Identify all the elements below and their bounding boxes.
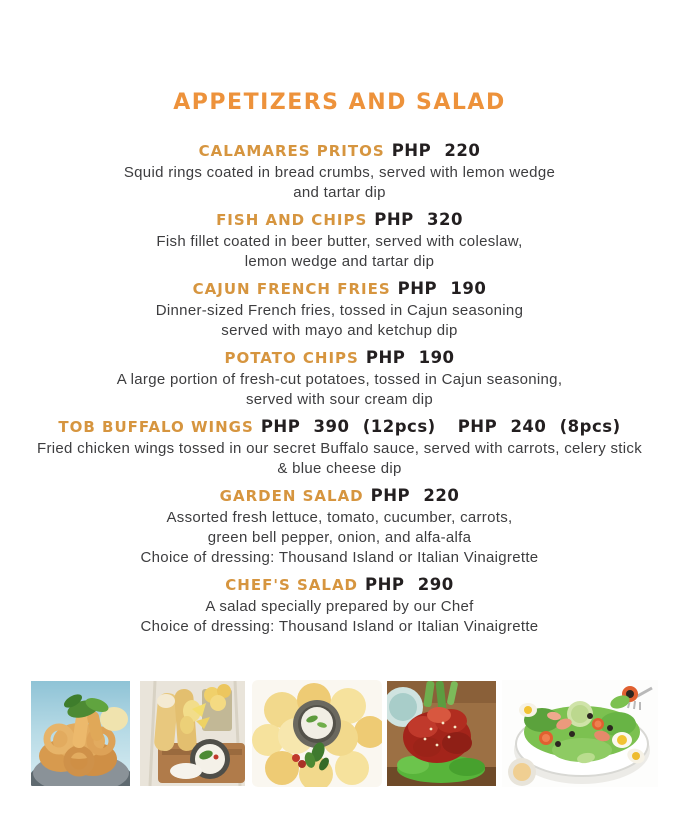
item-description-line: lemon wedge and tartar dip <box>244 253 435 270</box>
menu-item-potato-chips <box>0 347 679 410</box>
calamares-photo-illustration <box>31 681 130 786</box>
salad-photo-illustration <box>502 680 658 787</box>
item-description-line: Assorted fresh lettuce, tomato, cucumber, carrots, <box>166 509 513 526</box>
item-description-line: Dinner-sized French fries, tossed in Cajun seasoning <box>155 302 524 319</box>
item-price: PHP 290 <box>365 575 454 594</box>
item-header <box>0 278 679 301</box>
item-price-8pcs: PHP 240 (8pcs) <box>457 417 621 436</box>
item-description-line: served with sour cream dip <box>245 391 434 408</box>
menu-item-cajun-french-fries <box>0 278 679 341</box>
item-name: POTATO CHIPS <box>224 349 359 367</box>
menu-item-garden-salad <box>0 485 679 568</box>
item-price: PHP 220 <box>370 486 460 505</box>
item-description-line: A large portion of fresh-cut potatoes, tossed in Cajun seasoning, <box>116 371 563 388</box>
item-header <box>0 416 679 439</box>
item-name: CALAMARES PRITOS <box>198 142 385 160</box>
item-description-line: A salad specially prepared by our Chef <box>205 598 474 615</box>
buffalo-wings-photo <box>387 681 496 786</box>
item-header <box>0 140 679 163</box>
menu-item-fish-and-chips <box>0 209 679 272</box>
item-price-12pcs: PHP 390 (12pcs) <box>260 417 436 436</box>
buffalo-wings-photo-illustration <box>387 681 496 786</box>
item-price: PHP 190 <box>365 348 455 367</box>
item-price: PHP 220 <box>391 141 481 160</box>
item-description-line: served with mayo and ketchup dip <box>221 322 458 339</box>
food-photo-row <box>31 681 679 787</box>
item-description-line: Choice of dressing: Thousand Island or Italian Vinaigrette <box>140 618 539 635</box>
item-header <box>0 574 679 597</box>
item-header <box>0 347 679 370</box>
item-description-line: & blue cheese dip <box>277 460 402 477</box>
item-price: PHP 190 <box>397 279 487 298</box>
item-price: PHP 320 <box>374 210 463 229</box>
item-description-line: Fish fillet coated in beer butter, served with coleslaw, <box>156 233 523 250</box>
calamares-photo <box>31 681 130 786</box>
menu-item-calamares-pritos <box>0 140 679 203</box>
item-header <box>0 209 679 232</box>
fish-and-chips-photo-illustration <box>140 681 245 786</box>
page-title: APPETIZERS AND SALAD <box>173 90 506 115</box>
salad-photo <box>502 680 658 787</box>
item-description-line: and tartar dip <box>293 184 386 201</box>
item-name: FISH AND CHIPS <box>216 211 368 229</box>
item-name: TOB BUFFALO WINGS <box>58 418 254 436</box>
item-name: CAJUN FRENCH FRIES <box>192 280 391 298</box>
potato-chips-photo <box>252 680 382 787</box>
item-description-line: Squid rings coated in bread crumbs, served with lemon wedge <box>123 164 556 181</box>
item-header <box>0 485 679 508</box>
item-description-line: green bell pepper, onion, and alfa-alfa <box>207 529 472 546</box>
item-name: CHEF'S SALAD <box>225 576 358 594</box>
item-description-line: Fried chicken wings tossed in our secret Buffalo sauce, served with carrots, celery stick <box>37 440 642 457</box>
menu-item-chefs-salad <box>0 574 679 637</box>
item-description-line: Choice of dressing: Thousand Island or Italian Vinaigrette <box>140 549 539 566</box>
potato-chips-photo-illustration <box>252 680 382 787</box>
fish-and-chips-photo <box>140 681 245 786</box>
item-name: GARDEN SALAD <box>219 487 364 505</box>
menu-item-tob-buffalo-wings <box>0 416 679 479</box>
